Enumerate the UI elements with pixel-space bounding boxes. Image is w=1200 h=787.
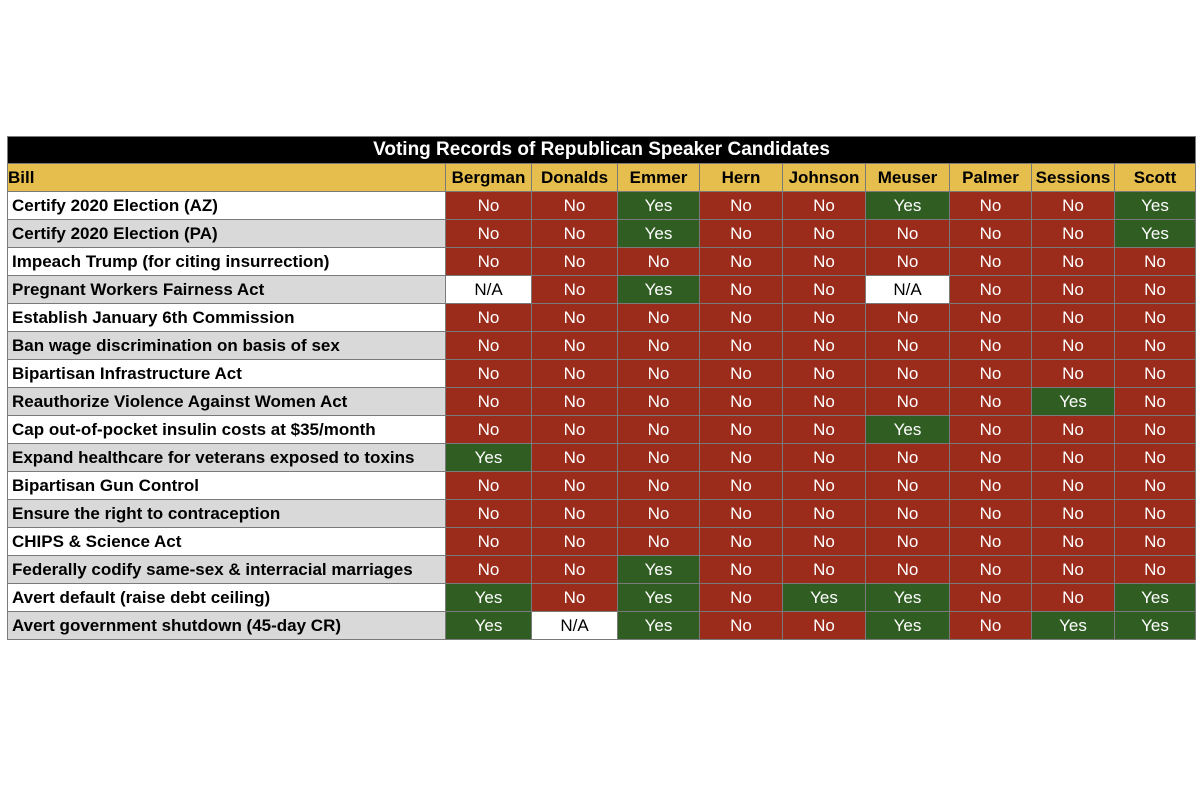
vote-cell: No [866,528,950,556]
table-row [8,304,1196,332]
vote-cell: No [1032,276,1115,304]
candidate-header: Palmer [950,164,1032,192]
vote-cell: No [1115,444,1196,472]
vote-cell: No [783,500,866,528]
vote-cell: No [532,220,618,248]
vote-cell: No [532,528,618,556]
vote-cell: No [1032,220,1115,248]
vote-cell: No [866,220,950,248]
bill-name-cell: Cap out-of-pocket insulin costs at $35/month [8,416,446,444]
vote-cell: Yes [1115,612,1196,640]
vote-cell: No [783,416,866,444]
bill-name-cell: Impeach Trump (for citing insurrection) [8,248,446,276]
table-row [8,612,1196,640]
vote-cell: No [532,444,618,472]
vote-cell: No [700,332,783,360]
bill-name-cell: Establish January 6th Commission [8,304,446,332]
vote-cell: No [1115,500,1196,528]
vote-cell: No [700,612,783,640]
vote-cell: No [618,472,700,500]
vote-cell: No [950,276,1032,304]
table-row [8,360,1196,388]
bill-name-cell: Expand healthcare for veterans exposed to toxins [8,444,446,472]
bill-name-cell: Avert default (raise debt ceiling) [8,584,446,612]
vote-cell: No [618,332,700,360]
candidate-header: Emmer [618,164,700,192]
vote-cell: No [866,556,950,584]
vote-cell: No [1115,556,1196,584]
vote-cell: No [866,444,950,472]
vote-cell: No [1115,416,1196,444]
vote-cell: No [1115,360,1196,388]
vote-cell: Yes [866,192,950,220]
vote-cell: No [700,192,783,220]
vote-cell: Yes [866,584,950,612]
vote-cell: Yes [618,584,700,612]
vote-cell: No [446,500,532,528]
vote-cell: Yes [866,612,950,640]
vote-cell: No [532,388,618,416]
vote-cell: No [700,304,783,332]
bill-name-cell: Pregnant Workers Fairness Act [8,276,446,304]
table-title: Voting Records of Republican Speaker Candidates [8,137,1196,164]
vote-cell: No [1115,304,1196,332]
vote-cell: No [532,276,618,304]
vote-cell: No [532,472,618,500]
vote-cell: No [950,360,1032,388]
vote-cell: No [700,472,783,500]
vote-cell: No [532,360,618,388]
candidate-header: Johnson [783,164,866,192]
table-row [8,220,1196,248]
vote-cell: No [532,304,618,332]
vote-cell: No [783,556,866,584]
candidate-header: Bergman [446,164,532,192]
vote-cell: No [618,528,700,556]
vote-cell: No [1032,416,1115,444]
vote-cell: No [446,304,532,332]
vote-cell: Yes [618,612,700,640]
table-row [8,556,1196,584]
vote-cell: No [700,584,783,612]
vote-cell: No [866,332,950,360]
vote-cell: No [1032,556,1115,584]
vote-cell: No [866,304,950,332]
bill-name-cell: Avert government shutdown (45-day CR) [8,612,446,640]
vote-cell: No [783,192,866,220]
vote-cell: No [1032,248,1115,276]
vote-cell: No [783,528,866,556]
vote-cell: No [700,528,783,556]
vote-cell: Yes [618,192,700,220]
vote-cell: No [446,360,532,388]
vote-cell: No [532,332,618,360]
table-row [8,332,1196,360]
vote-cell: Yes [618,276,700,304]
vote-cell: No [532,556,618,584]
vote-cell: No [950,612,1032,640]
vote-cell: No [618,304,700,332]
vote-cell: No [1032,192,1115,220]
vote-cell: No [1032,472,1115,500]
vote-cell: No [1115,528,1196,556]
vote-cell: No [618,500,700,528]
vote-cell: Yes [783,584,866,612]
vote-cell: No [532,248,618,276]
bill-name-cell: Ensure the right to contraception [8,500,446,528]
vote-cell: No [618,388,700,416]
vote-cell: No [1032,500,1115,528]
vote-cell: No [950,500,1032,528]
table-body [8,192,1196,640]
vote-cell: No [1115,388,1196,416]
vote-cell: No [1032,360,1115,388]
vote-cell: No [446,220,532,248]
vote-cell: No [950,444,1032,472]
vote-cell: No [1115,332,1196,360]
vote-cell: No [950,332,1032,360]
vote-cell: No [783,332,866,360]
bill-name-cell: Bipartisan Infrastructure Act [8,360,446,388]
vote-cell: Yes [446,444,532,472]
vote-cell: No [1032,304,1115,332]
vote-cell: N/A [866,276,950,304]
vote-cell: No [866,360,950,388]
bill-name-cell: Certify 2020 Election (PA) [8,220,446,248]
vote-cell: Yes [866,416,950,444]
bill-name-cell: Bipartisan Gun Control [8,472,446,500]
vote-cell: Yes [1032,612,1115,640]
vote-cell: No [950,416,1032,444]
vote-cell: No [783,472,866,500]
vote-cell: No [1032,528,1115,556]
vote-cell: No [700,388,783,416]
vote-cell: No [532,192,618,220]
voting-records-table [7,136,1196,640]
vote-cell: Yes [1115,192,1196,220]
vote-cell: No [532,416,618,444]
vote-cell: No [783,248,866,276]
vote-cell: No [950,192,1032,220]
candidate-header: Scott [1115,164,1196,192]
vote-cell: No [950,304,1032,332]
vote-cell: No [618,416,700,444]
vote-cell: N/A [532,612,618,640]
table-row [8,192,1196,220]
vote-cell: No [700,444,783,472]
vote-cell: Yes [446,612,532,640]
vote-cell: No [700,416,783,444]
table-row [8,388,1196,416]
candidate-header: Meuser [866,164,950,192]
vote-cell: No [700,360,783,388]
vote-cell: No [446,388,532,416]
vote-cell: No [618,248,700,276]
candidate-header: Hern [700,164,783,192]
candidate-header: Sessions [1032,164,1115,192]
vote-cell: No [532,500,618,528]
vote-cell: No [950,388,1032,416]
vote-cell: No [783,444,866,472]
vote-cell: No [700,500,783,528]
header-row [8,164,1196,192]
vote-cell: No [446,556,532,584]
vote-cell: No [866,248,950,276]
vote-cell: No [950,248,1032,276]
table-row [8,584,1196,612]
vote-cell: No [1032,332,1115,360]
vote-cell: Yes [618,556,700,584]
vote-cell: No [866,472,950,500]
vote-cell: No [446,332,532,360]
vote-cell: No [866,500,950,528]
vote-cell: No [618,444,700,472]
vote-cell: Yes [618,220,700,248]
vote-cell: Yes [1115,584,1196,612]
bill-name-cell: Ban wage discrimination on basis of sex [8,332,446,360]
vote-cell: No [783,220,866,248]
table-row [8,444,1196,472]
vote-cell: No [446,472,532,500]
table-row [8,276,1196,304]
vote-cell: No [950,556,1032,584]
vote-cell: N/A [446,276,532,304]
vote-cell: No [783,612,866,640]
vote-cell: No [783,276,866,304]
bill-column-header: Bill [8,164,446,192]
bill-name-cell: Reauthorize Violence Against Women Act [8,388,446,416]
table-row [8,500,1196,528]
vote-cell: No [950,528,1032,556]
vote-cell: No [446,416,532,444]
vote-cell: No [783,388,866,416]
candidate-header: Donalds [532,164,618,192]
bill-name-cell: Federally codify same-sex & interracial marriages [8,556,446,584]
vote-cell: No [1115,276,1196,304]
vote-cell: No [1032,444,1115,472]
vote-cell: No [446,192,532,220]
vote-cell: No [950,220,1032,248]
vote-cell: Yes [1115,220,1196,248]
table-row [8,472,1196,500]
vote-cell: No [783,304,866,332]
vote-cell: No [700,220,783,248]
bill-name-cell: Certify 2020 Election (AZ) [8,192,446,220]
vote-cell: No [783,360,866,388]
vote-cell: No [1032,584,1115,612]
bill-name-cell: CHIPS & Science Act [8,528,446,556]
vote-cell: No [618,360,700,388]
vote-cell: No [950,584,1032,612]
vote-cell: Yes [446,584,532,612]
vote-cell: Yes [1032,388,1115,416]
table-row [8,248,1196,276]
vote-cell: No [700,556,783,584]
vote-cell: No [866,388,950,416]
vote-cell: No [532,584,618,612]
table-row [8,528,1196,556]
vote-cell: No [1115,472,1196,500]
vote-cell: No [1115,248,1196,276]
vote-cell: No [950,472,1032,500]
vote-cell: No [446,528,532,556]
table-row [8,416,1196,444]
vote-cell: No [700,248,783,276]
vote-cell: No [700,276,783,304]
vote-cell: No [446,248,532,276]
